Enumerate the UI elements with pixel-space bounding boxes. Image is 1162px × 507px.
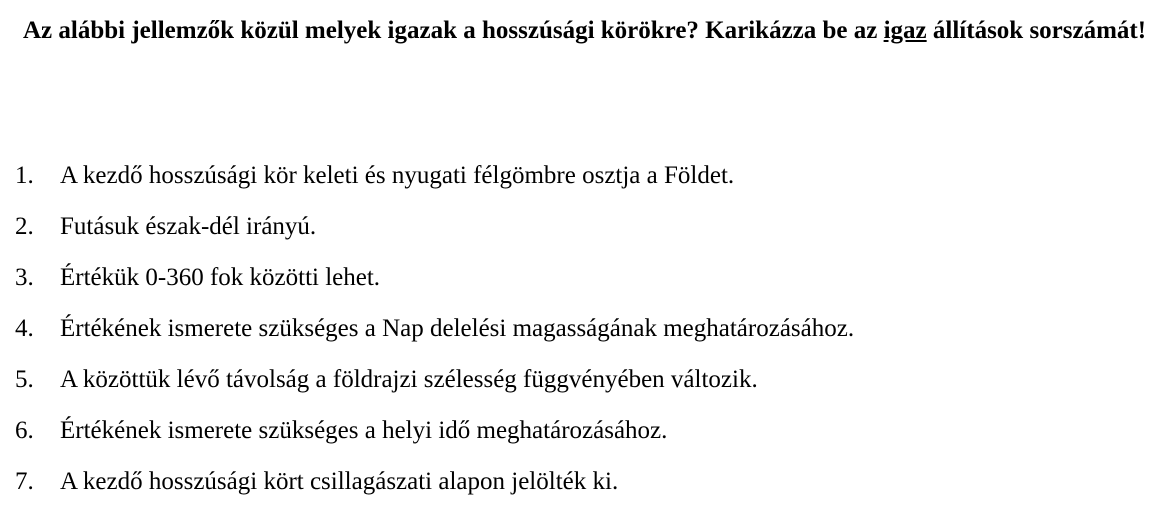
statement-item[interactable]: [15, 252, 854, 303]
statement-number[interactable]: 3.: [15, 264, 34, 291]
statement-item[interactable]: [15, 150, 854, 201]
statement-text: A közöttük lévő távolság a földrajzi szélesség függvényében változik.: [60, 366, 758, 393]
statement-text: Értékük 0-360 fok közötti lehet.: [60, 264, 381, 291]
statement-number[interactable]: 4.: [15, 315, 34, 342]
statement-number[interactable]: 6.: [15, 417, 34, 444]
question-underlined-word: igaz: [883, 17, 927, 44]
statement-number[interactable]: 7.: [15, 468, 34, 495]
statement-number[interactable]: 5.: [15, 366, 34, 393]
statement-item[interactable]: [15, 405, 854, 456]
statement-text: Értékének ismerete szükséges a helyi idő meghatározásához.: [60, 417, 668, 444]
statement-item[interactable]: [15, 303, 854, 354]
statement-item[interactable]: [15, 456, 854, 507]
statement-number[interactable]: 2.: [15, 213, 34, 240]
statement-text: Értékének ismerete szükséges a Nap delelési magasságának meghatározásához.: [60, 315, 855, 342]
statement-text: A kezdő hosszúsági kört csillagászati alapon jelölték ki.: [60, 468, 619, 495]
question-text-after: állítások sorszámát!: [926, 17, 1147, 44]
statement-text: Futásuk észak-dél irányú.: [60, 213, 317, 240]
statement-text: A kezdő hosszúsági kör keleti és nyugati félgömbre osztja a Földet.: [60, 162, 735, 189]
statement-item[interactable]: [15, 354, 854, 405]
statement-item[interactable]: [15, 201, 854, 252]
statement-number[interactable]: 1.: [15, 162, 34, 189]
question-text-before: Az alábbi jellemzők közül melyek igazak a hosszúsági körökre? Karikázza be az: [23, 17, 884, 44]
question-text: [23, 13, 1148, 49]
statement-list: [15, 150, 854, 507]
